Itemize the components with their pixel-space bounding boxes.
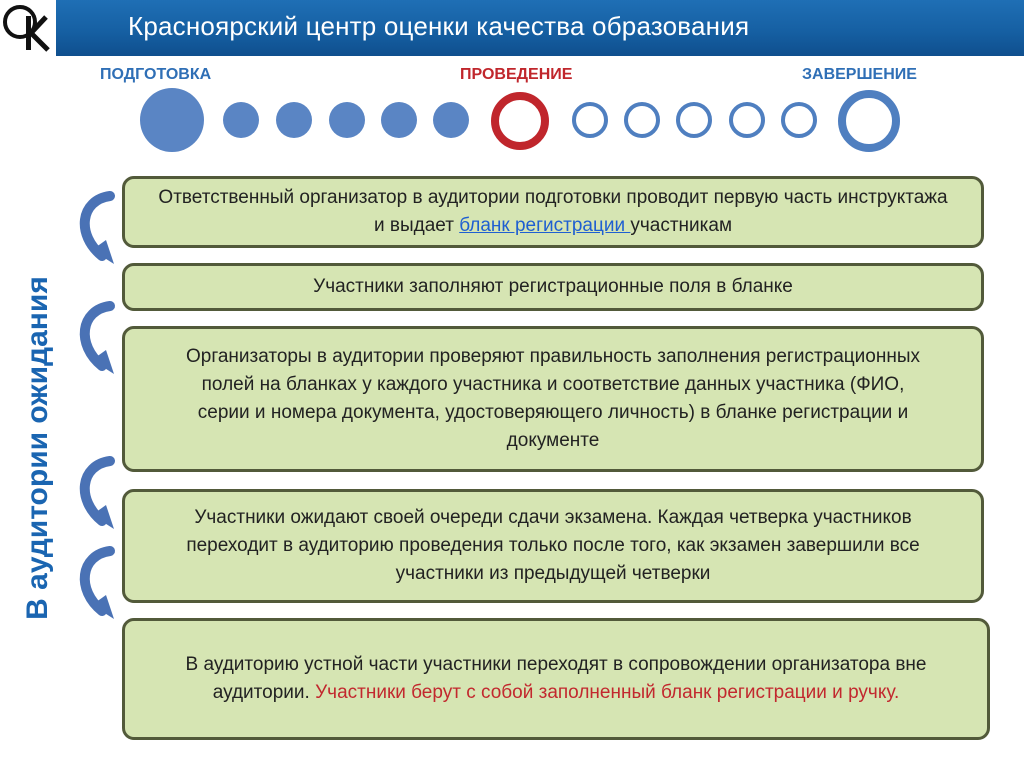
header-bar xyxy=(0,0,1024,56)
step-box-2 xyxy=(122,263,984,311)
progress-step-current xyxy=(491,92,549,150)
step-box-1 xyxy=(122,176,984,248)
registration-form-link[interactable]: бланк регистрации xyxy=(459,215,631,236)
logo xyxy=(0,0,56,56)
progress-step xyxy=(329,102,365,138)
curved-arrow-icon xyxy=(70,300,120,380)
progress-step-end xyxy=(838,90,900,152)
step-text xyxy=(185,651,927,707)
page-title: Красноярский центр оценки качества образования xyxy=(128,11,750,41)
step-text xyxy=(155,184,951,240)
curved-arrow-icon xyxy=(70,545,120,625)
step-text-part: Ответственный организатор в аудитории подготовки проводит первую часть инструктажа и выдает xyxy=(158,187,948,236)
step-highlight-text: Участники берут с собой заполненный бланк регистрации и ручку. xyxy=(315,682,900,703)
stage-label-completion: ЗАВЕРШЕНИЕ xyxy=(802,66,917,83)
step-text: Участники заполняют регистрационные поля в бланке xyxy=(313,276,793,297)
progress-step xyxy=(781,102,817,138)
step-text-part: участникам xyxy=(630,215,733,236)
curved-arrow-icon xyxy=(70,455,120,535)
step-text: Организаторы в аудитории проверяют правильность заполнения регистрационных полей на бланках у каждого участника и соответствие данных участника (ФИО, серии и номера документа, удостоверяющего личность) в бланке регистрации и документе xyxy=(185,346,920,451)
progress-step xyxy=(729,102,765,138)
progress-step xyxy=(572,102,608,138)
progress-step xyxy=(624,102,660,138)
step-box-4 xyxy=(122,489,984,603)
step-text-part: В аудиторию устной части участники переходят в сопровождении организатора вне аудитории. xyxy=(185,654,927,703)
progress-step xyxy=(676,102,712,138)
progress-step-start xyxy=(140,88,204,152)
stage-label-preparation: ПОДГОТОВКА xyxy=(100,66,212,83)
stage-label-conduct: ПРОВЕДЕНИЕ xyxy=(460,66,573,83)
step-text: Участники ожидают своей очереди сдачи экзамена. Каждая четверка участников переходит в аудиторию проведения только после того, как экзамен завершили все участники из предыдущей четверки xyxy=(186,507,920,584)
curved-arrow-icon xyxy=(70,190,120,270)
progress-step xyxy=(433,102,469,138)
step-box-3 xyxy=(122,326,984,472)
progress-step xyxy=(276,102,312,138)
logo-icon xyxy=(0,0,56,56)
progress-step xyxy=(223,102,259,138)
side-label: В аудитории ожидания xyxy=(21,276,54,620)
step-box-5 xyxy=(122,618,990,740)
progress-step xyxy=(381,102,417,138)
